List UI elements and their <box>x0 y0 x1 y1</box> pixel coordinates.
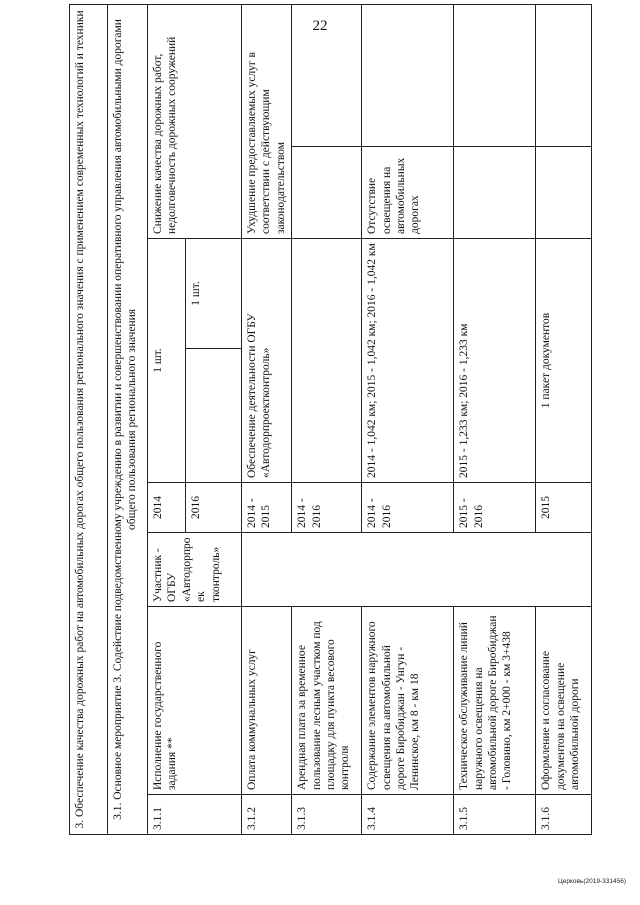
row-number: 3.1.6 <box>536 795 592 835</box>
row-description: Оформление и согласование документов на освещение автомобильной дороги <box>536 607 592 795</box>
section-title: 3. Обеспечение качества дорожных работ на автомобильных дорогах общего пользования регионального значения с применением современных технологий и техники <box>70 4 108 834</box>
row-participant: Участник - ОГБУ «Автодорпроек тконтроль» <box>148 533 242 607</box>
row-volume: 2015 - 1,233 км; 2016 - 1,233 км <box>454 239 536 483</box>
rotated-table-container <box>69 5 579 835</box>
table-row <box>242 4 292 834</box>
row-description: Оплата коммунальных услуг <box>242 607 292 795</box>
row-year: 2014 - 2015 <box>242 483 292 533</box>
row-description: Содержание элементов наружного освещения на автомобильной дороге Биробиджан - Унгун - Ленинское, км 8 - км 18 <box>362 607 454 795</box>
footer-code: Церковь(2019-331456) <box>557 878 626 885</box>
row-description: Исполнение государственного задания ** <box>148 607 242 795</box>
row-volume: 1 пакет документов <box>536 239 592 483</box>
row-outcome-blank <box>454 147 536 239</box>
row-outcome-blank <box>536 147 592 239</box>
row-number: 3.1.4 <box>362 795 454 835</box>
row-number: 3.1.5 <box>454 795 536 835</box>
row-year: 2014 - 2016 <box>292 483 362 533</box>
row-extra-blank <box>454 4 536 146</box>
page-number: 22 <box>312 18 328 34</box>
row-outcome-blank <box>292 147 362 239</box>
row-volume: 2014 - 1,042 км; 2015 - 1,042 км; 2016 - 1,042 км <box>362 239 454 483</box>
subsection-title: 3.1. Основное мероприятие 3. Содействие подведомственному учреждению в развитии и совершенствовании оперативного управления автомобильными дорогами общего пользования регионального значения <box>108 4 148 834</box>
row-extra-blank <box>362 4 454 146</box>
row-volume-blank <box>186 349 242 483</box>
row-extra-blank <box>292 4 362 146</box>
table-row <box>148 4 186 834</box>
row-number: 3.1.2 <box>242 795 292 835</box>
row-outcome: Отсутствие освещения на автомобильных дорогах <box>362 147 454 239</box>
table-row <box>362 4 454 834</box>
row-number: 3.1.3 <box>292 795 362 835</box>
row-extra-blank <box>536 4 592 146</box>
row-year: 2016 <box>186 483 242 533</box>
section-title-row <box>70 4 108 834</box>
row-number: 3.1.1 <box>148 795 242 835</box>
row-description: Техническое обслуживание линий наружного освещения на автомобильной дороге Биробиджан - Головино, км 2+000 - км 3+438 <box>454 607 536 795</box>
row-outcome: Снижение качества дорожных работ, недолговечность дорожных сооружений <box>148 4 242 238</box>
row-year: 2015 <box>536 483 592 533</box>
row-volume-blank <box>292 239 362 483</box>
subsection-title-row <box>108 4 148 834</box>
row-volume: 1 шт. <box>186 239 242 349</box>
program-table <box>69 4 592 835</box>
table-row <box>454 4 536 834</box>
row-volume: Обеспечение деятельности ОГБУ «Автодорпроектконтроль» <box>242 239 292 483</box>
row-year: 2014 - 2016 <box>362 483 454 533</box>
row-description: Арендная плата за временное пользование лесным участком под площадку для пункта весового контроля <box>292 607 362 795</box>
row-outcome: Ухудшение предоставляемых услуг в соответствии с действующим законодательством <box>242 4 292 238</box>
table-row <box>536 4 592 834</box>
row-year: 2015 - 2016 <box>454 483 536 533</box>
row-participant-blank <box>242 533 592 607</box>
row-year: 2014 <box>148 483 186 533</box>
table-row <box>292 4 362 834</box>
row-volume: 1 шт. <box>148 239 186 483</box>
